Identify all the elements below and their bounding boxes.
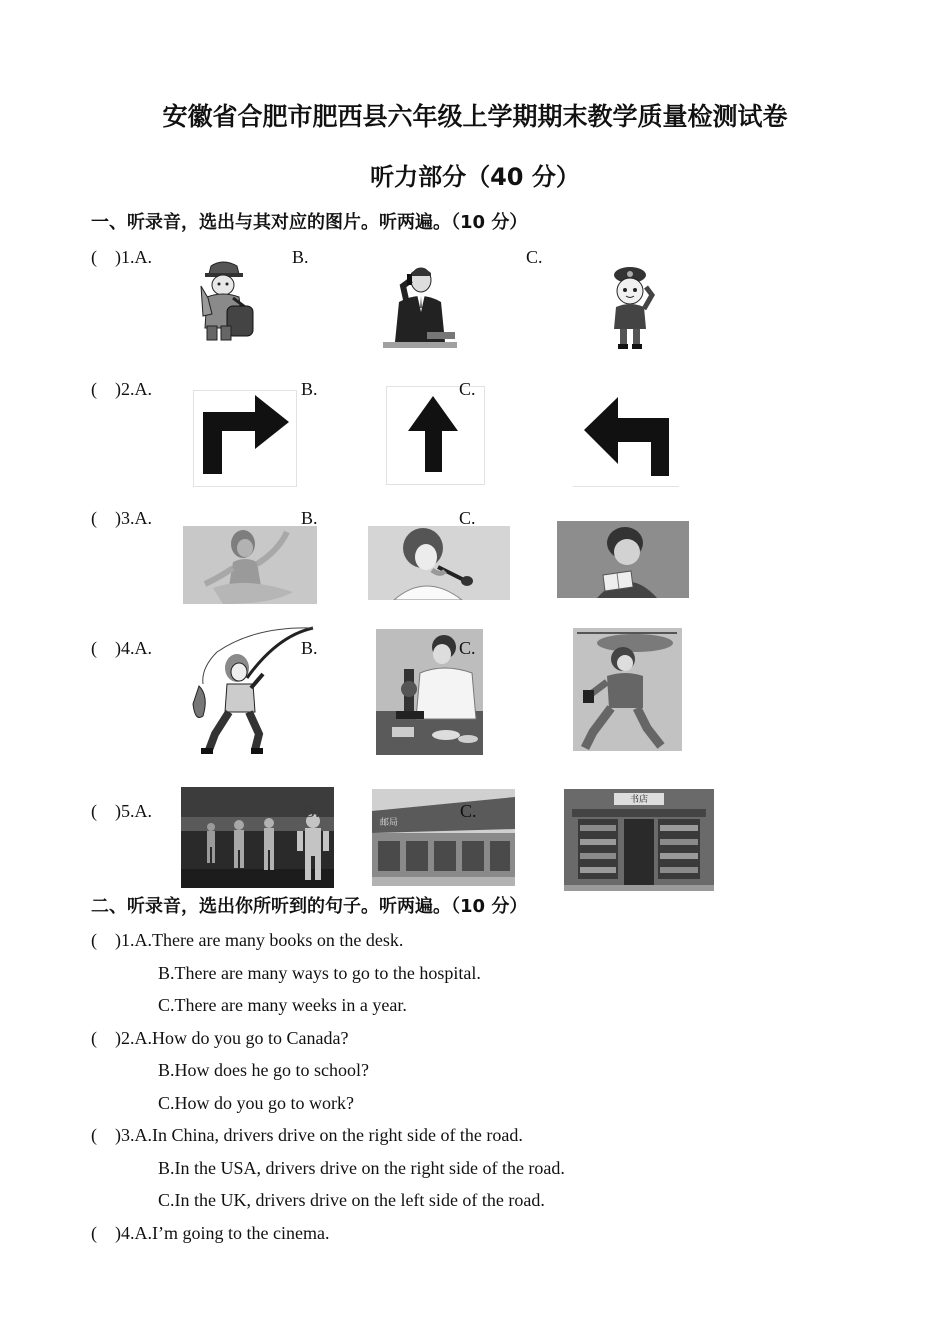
bookstore-sign: 书店 bbox=[629, 795, 649, 805]
q1-label: ( )1.A. bbox=[91, 247, 152, 267]
policewoman-picture bbox=[604, 265, 657, 350]
p2-q1-option-c: C.There are many weeks in a year. bbox=[158, 995, 407, 1015]
go-straight-arrow-icon bbox=[386, 386, 485, 485]
pilot-picture bbox=[573, 628, 682, 751]
q3-option-c: C. bbox=[459, 508, 476, 528]
q2-option-c: C. bbox=[459, 379, 476, 399]
q2-label: ( )2.A. bbox=[91, 379, 152, 399]
boy-reading-picture bbox=[557, 521, 689, 598]
p2-q1-option-b: B.There are many ways to go to the hospital. bbox=[158, 963, 481, 983]
q4-option-c: C. bbox=[459, 638, 476, 658]
p2-q2-option-a: A.How do you go to Canada? bbox=[134, 1028, 349, 1048]
bookstore-picture bbox=[564, 789, 714, 891]
section-subtitle: 听力部分（40 分） bbox=[370, 163, 580, 191]
turn-right-arrow-icon bbox=[193, 390, 297, 487]
p2-q3-label: ( )3. bbox=[91, 1125, 135, 1145]
q1-option-c: C. bbox=[526, 247, 543, 267]
p2-q3-option-a: A.In China, drivers drive on the right side of the road. bbox=[134, 1125, 523, 1145]
p2-q1-option-a: A.There are many books on the desk. bbox=[134, 930, 404, 950]
q5-label: ( )5.A. bbox=[91, 801, 152, 821]
post-office-picture bbox=[372, 789, 515, 886]
p2-q3-line bbox=[91, 1125, 523, 1145]
businessman-on-phone-picture bbox=[383, 262, 457, 348]
part1-heading: 一、听录音，选出与其对应的图片。听两遍。（10 分） bbox=[91, 212, 528, 233]
p2-q4-option-a: A.I’m going to the cinema. bbox=[134, 1223, 330, 1243]
dancing-girl-picture bbox=[183, 526, 317, 604]
p2-q1-label: ( )1. bbox=[91, 930, 135, 950]
postman-picture bbox=[193, 258, 257, 343]
girl-fishing-picture bbox=[185, 624, 315, 758]
p2-q2-line bbox=[91, 1028, 348, 1048]
q4-label: ( )4.A. bbox=[91, 638, 152, 658]
turn-left-arrow-icon bbox=[573, 392, 679, 487]
q3-option-b: B. bbox=[301, 508, 318, 528]
q5-option-c: C. bbox=[460, 801, 477, 821]
q1-option-b: B. bbox=[292, 247, 309, 267]
p2-q4-line bbox=[91, 1223, 329, 1243]
p2-q1-line bbox=[91, 930, 403, 950]
p2-q2-option-b: B.How does he go to school? bbox=[158, 1060, 369, 1080]
p2-q3-option-c: C.In the UK, drivers drive on the left side of the road. bbox=[158, 1190, 545, 1210]
q3-label: ( )3.A. bbox=[91, 508, 152, 528]
post-office-sign: 邮局 bbox=[380, 818, 399, 828]
part2-heading: 二、听录音，选出你所听到的句子。听两遍。（10 分） bbox=[91, 896, 528, 917]
p2-q2-label: ( )2. bbox=[91, 1028, 135, 1048]
p2-q2-option-c: C.How do you go to work? bbox=[158, 1093, 354, 1113]
q2-option-b: B. bbox=[301, 379, 318, 399]
p2-q3-option-b: B.In the USA, drivers drive on the right side of the road. bbox=[158, 1158, 565, 1178]
p2-q4-label: ( )4. bbox=[91, 1223, 135, 1243]
page-title: 安徽省合肥市肥西县六年级上学期期末教学质量检测试卷 bbox=[162, 102, 788, 131]
q4-option-b: B. bbox=[301, 638, 318, 658]
singer-picture bbox=[368, 526, 510, 600]
q5-option-b: B. bbox=[303, 801, 320, 821]
